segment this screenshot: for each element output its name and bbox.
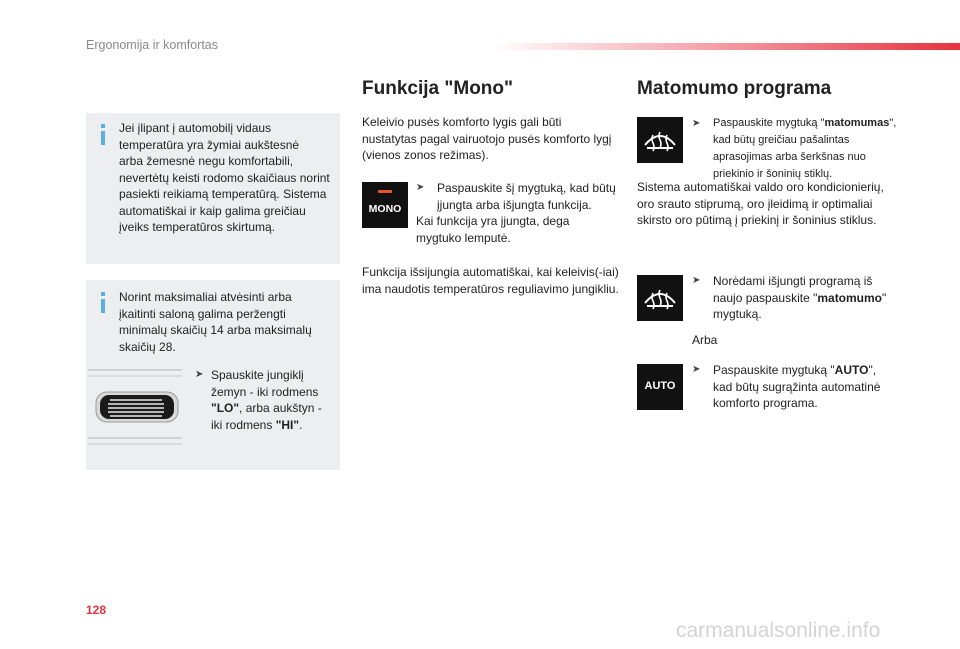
- auto-button-label: AUTO: [644, 380, 676, 392]
- windscreen-demist-button-icon-2: [637, 275, 683, 321]
- visibility-bullet-3: ➤ Paspauskite mygtuką "AUTO", kad būtų sugrąžinta automatinė komforto programa.: [692, 363, 881, 410]
- mono-intro: Keleivio pusės komforto lygis gali būti nustatytas pagal vairuotojo pusės komforto lygį (vienos zonos režimas).: [362, 115, 612, 162]
- section-title: Ergonomija ir komfortas: [86, 38, 218, 52]
- mono-button-label: MONO: [368, 203, 402, 215]
- watermark: carmanualsonline.info: [676, 619, 881, 642]
- info-icon: [101, 292, 105, 313]
- windscreen-demist-icon: [637, 117, 683, 163]
- bullet-arrow-icon: ➤: [692, 275, 701, 286]
- mono-title: Funkcija "Mono": [362, 78, 514, 99]
- windscreen-demist-button-icon: [637, 117, 683, 163]
- or-label: Arba: [692, 333, 718, 347]
- page-number: 128: [86, 603, 107, 617]
- bullet-arrow-icon: ➤: [692, 364, 701, 375]
- visibility-bullet-1: ➤ Paspauskite mygtuką "matomumas", kad būtų greičiau pašalintas aprasojimas arba šerkšnas nuo priekinio ir šoninių stiklų.: [692, 117, 897, 180]
- bullet-arrow-icon: ➤: [416, 182, 425, 193]
- temperature-switch-illustration: [88, 362, 188, 452]
- info-text: Jei įlipant į automobilį vidaus temperatūra yra žymiai aukštesnė arba žemesnė negu komfortabili, nevertėtų keisti rodomo skaičiaus norint pasiekti reikiamą temperatūrą. Sistema automatiškai ir kaip galima greičiau įveiks temperatūros skirtumą.: [119, 121, 330, 234]
- switch-bullet: ➤ Spauskite jungiklį žemyn - iki rodmens "LO", arba aukštyn - iki rodmens "HI".: [195, 368, 322, 432]
- visibility-description: Sistema automatiškai valdo oro kondicionierių, oro srauto stiprumą, oro įleidimą ir optimaliai skirsto oro pūtimą į priekinį ir šoninius stiklus.: [637, 180, 884, 227]
- info-box-temperature: [86, 113, 340, 264]
- auto-button-icon: [637, 364, 683, 410]
- mono-outro: Funkcija išsijungia automatiškai, kai keleivis(-iai) ima naudotis temperatūros reguliavimo jungikliu.: [362, 265, 619, 296]
- visibility-bullet-2: ➤ Norėdami išjungti programą iš naujo paspauskite "matomumo" mygtuką.: [692, 274, 887, 321]
- mono-button-icon: [362, 182, 408, 228]
- windscreen-demist-icon: [637, 275, 683, 321]
- info-box-limits: [86, 280, 340, 470]
- bullet-arrow-icon: ➤: [692, 118, 701, 129]
- info-icon: [101, 124, 105, 145]
- bullet-arrow-icon: ➤: [195, 369, 204, 380]
- visibility-title: Matomumo programa: [637, 78, 832, 99]
- indicator-light: [378, 190, 392, 193]
- mono-bullet: ➤ Paspauskite šį mygtuką, kad būtų įjungta arba išjungta funkcija. Kai funkcija yra įjungta, dega mygtuko lemputė.: [416, 181, 616, 245]
- info-text: Norint maksimaliai atvėsinti arba įkaitinti saloną galima peržengti minimalų skaičių 14 arba maksimalų skaičių 28.: [119, 290, 312, 354]
- header-accent-bar: [490, 43, 960, 50]
